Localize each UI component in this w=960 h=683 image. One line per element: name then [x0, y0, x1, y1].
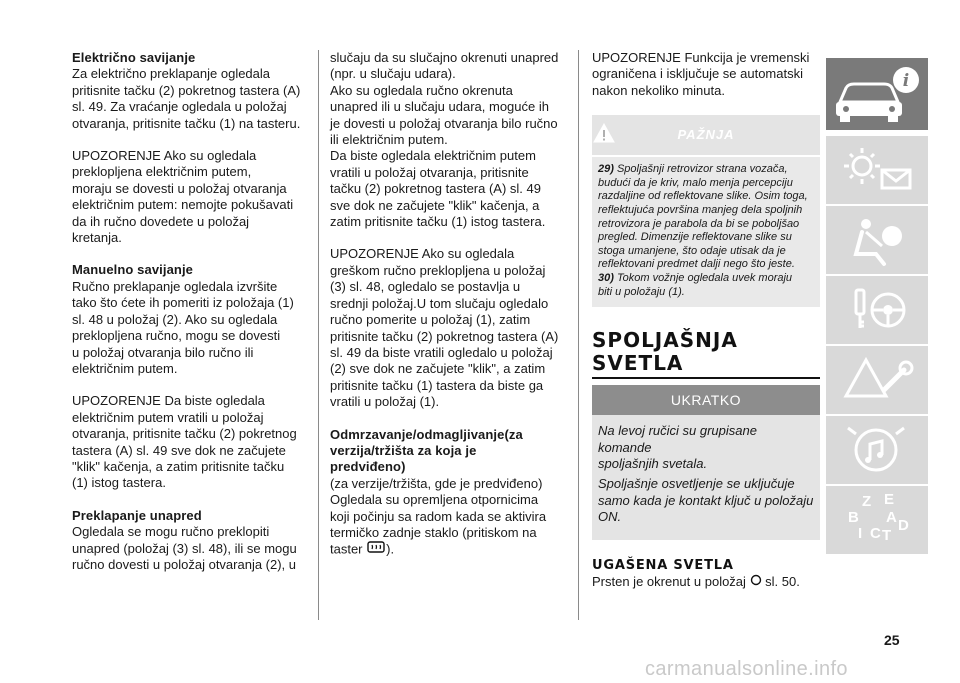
- paragraph: slučaju da su slučajno okrenuti unapred (npr. u slučaju udara). Ako su ogledala ručno okrenuta unapred ili u slučaju udara, moguće ih je dovesti u položaj otvaranja bilo ručno ili električnim putem. Da biste ogledala električnim putem vratili u položaj otvaranja, pritisnite tačku (2) pokretnog tastera (A) sl. 49 sve dok ne začujete "klik" kačenja, a zatim pritisnite tačku (1) istog tastera.: [330, 50, 559, 230]
- nav-lights-messages[interactable]: [826, 136, 928, 206]
- svg-text:E: E: [884, 491, 895, 508]
- nav-emergency[interactable]: [826, 346, 928, 416]
- svg-text:D: D: [898, 517, 909, 534]
- note-number: 29): [598, 163, 614, 176]
- paragraph: Ogledala se mogu ručno preklopiti unapred (položaj (3) sl. 48), ili se mogu ručno dovesti u položaj otvaranja (2), u: [72, 524, 297, 572]
- svg-text:I: I: [858, 525, 863, 542]
- svg-text:A: A: [886, 509, 897, 526]
- column-1: [72, 50, 308, 573]
- heading-forward-folding: Preklapanje unapred: [72, 507, 202, 523]
- nav-maintenance[interactable]: [826, 416, 928, 486]
- column-divider: [318, 50, 319, 620]
- key-steering-icon: [826, 276, 928, 344]
- warning-title: PAŽNJA: [677, 127, 735, 143]
- paragraph: Za električno preklapanje ogledala pritisnite tačku (2) pokretnog tastera (A) sl. 49. Za vraćanje ogledala u položaj otvaranja, pritisnite tačku (1) na tasteru.: [72, 66, 301, 131]
- svg-text:T: T: [882, 527, 892, 544]
- paragraph-warning: UPOZORENJE Ako su ogledala greškom ručno preklopljena u položaj (3) sl. 48, ogledalo se postavlja u srednji položaj.U tom slučaju ogledalo ručno pomerite u položaj (1), zatim pritisnite tačku (2) pokretnog tastera (A) sl. 49 da biste vratili ogledalo u položaj (2) sve dok ne začujete "klik", a zatim pritisnite tačku (1) tastera da biste ga vratili u položaj (1).: [330, 246, 559, 410]
- column-3: [592, 50, 820, 590]
- warning-triangle-wrench-icon: [826, 346, 928, 414]
- summary-box: [592, 415, 820, 539]
- chapter-title: SPOLJAŠNJA SVETLA: [592, 328, 738, 376]
- watermark: carmanualsonline.info: [645, 658, 848, 680]
- chapter-nav: [826, 58, 928, 556]
- paragraph-warning: UPOZORENJE Da biste ogledala električnim putem vratili u položaj otvaranja, pritisnite tačku (2) pokretnog tastera (A) sl. 49 sve dok ne začujete "klik" kačenja, a zatim pritisnite tačku (1) istog tastera.: [72, 393, 297, 491]
- summary-text: Na levoj ručici su grupisane komande spoljašnjih svetala.: [598, 423, 757, 471]
- nav-index[interactable]: [826, 486, 928, 556]
- note-text: Tokom vožnje ogledala uvek moraju biti u položaju (1).: [598, 271, 793, 298]
- note-text: Spoljašnji retrovizor strana vozača, budući da je kriv, malo menja percepciju razdaljine od reflektovane slike. Osim toga, reflektujuća površina manjeg dela spoljnih retrovizora je parabola da bi se poboljšao pregled. Dimenzije reflektovane slike su stoga umanjene, što odaje utisak da je reflektovani predmet dalji nego što jeste.: [598, 163, 808, 271]
- svg-text:Z: Z: [862, 493, 872, 510]
- rear-defrost-icon: [366, 541, 386, 559]
- paragraph-warning: UPOZORENJE Funkcija je vremenski ograničena i isključuje se automatski nakon nekoliko minuta.: [592, 50, 810, 98]
- warning-triangle-icon: [592, 121, 616, 145]
- title-rule: [592, 377, 820, 379]
- svg-text:C: C: [870, 525, 881, 542]
- summary-text: Spoljašnje osvetljenje se uključuje samo kada je kontakt ključ u položaju ON.: [598, 476, 814, 525]
- airbag-seat-icon: [826, 206, 928, 274]
- heading-manual-folding: Manuelno savijanje: [72, 262, 194, 278]
- heading-electric-folding: Električno savijanje: [72, 50, 196, 65]
- column-divider: [578, 50, 579, 620]
- nav-driving[interactable]: [826, 276, 928, 346]
- car-info-icon: [826, 58, 928, 130]
- svg-text:B: B: [848, 509, 859, 526]
- paragraph: Ručno preklapanje ogledala izvršite tako što ćete ih pomeriti iz položaja (1) sl. 48 u položaj (2). Ako su ogledala preklopljena ručno, mogu se dovesti u položaj otvaranja bilo ručno ili električnim putem.: [72, 278, 294, 376]
- alphabet-index-icon: [826, 486, 928, 554]
- page-number: 25: [884, 632, 900, 648]
- warning-body: [592, 155, 820, 307]
- svg-text:i: i: [902, 71, 910, 91]
- multimedia-icon: [826, 416, 928, 484]
- note-number: 30): [598, 271, 614, 284]
- section-title: UGAŠENA SVETLA: [592, 557, 734, 573]
- paragraph-warning: UPOZORENJE Ako su ogledala preklopljena električnim putem, moraju se dovesti u položaj otvaranja električnim putem: nemojte pokušavati da ih ručno dovedete u položaj kretanja.: [72, 148, 294, 246]
- nav-car-info[interactable]: [826, 58, 928, 136]
- off-ring-icon: [750, 574, 762, 590]
- warning-header: [592, 115, 820, 155]
- paragraph-end: taster ).: [330, 541, 566, 559]
- summary-bar: UKRATKO: [592, 385, 820, 415]
- nav-safety[interactable]: [826, 206, 928, 276]
- paragraph: (za verzije/tržišta, gde je predviđeno) Ogledala su opremljena otpornicima koji počinju sa radom kada se aktivira termičko zadnje staklo (pritiskom na: [330, 475, 547, 540]
- column-2: [330, 50, 566, 560]
- heading-defrost: Odmrzavanje/odmagljivanje(za verzija/tržišta za koja je predviđeno): [330, 426, 523, 475]
- paragraph: Prsten je okrenut u položaj sl. 50.: [592, 573, 800, 589]
- warning-box: [592, 115, 820, 307]
- lights-message-icon: [826, 136, 928, 204]
